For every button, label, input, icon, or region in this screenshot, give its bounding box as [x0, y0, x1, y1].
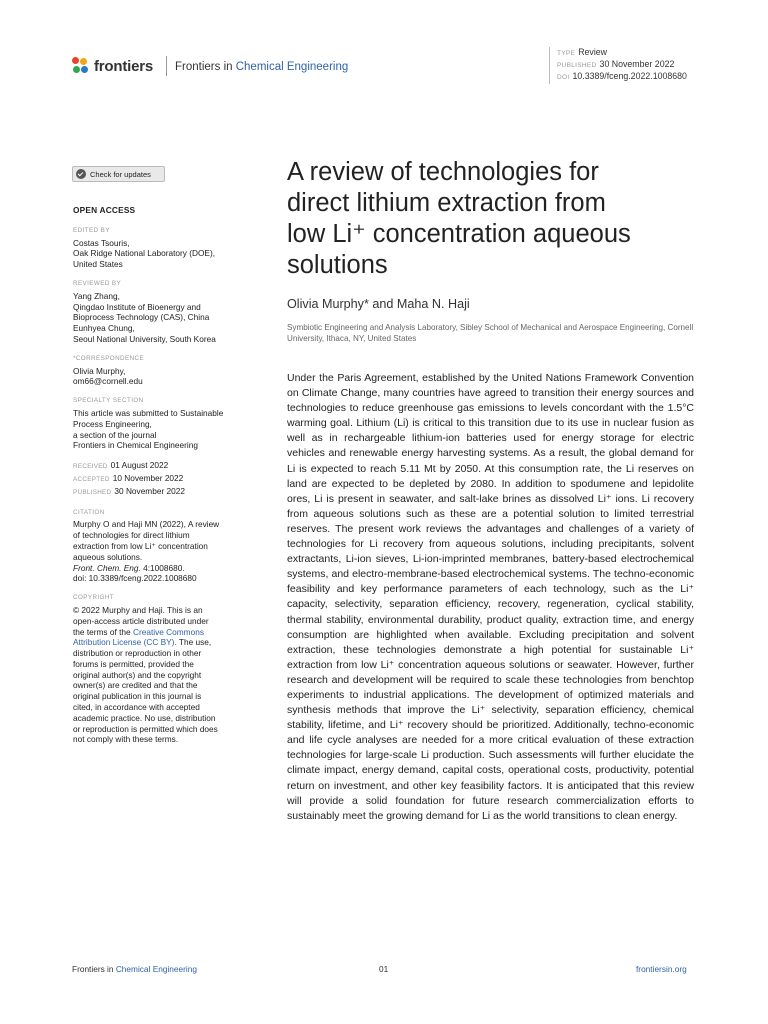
- reviewed-by-section: REVIEWED BY Yang Zhang, Qingdao Institute of Bioenergy and Bioprocess Technology (CAS), China Eunhyea Chung, Seoul National University, South Korea: [73, 279, 216, 344]
- journal-prefix: Frontiers in: [175, 61, 233, 73]
- check-for-updates-button[interactable]: Check for updates: [72, 166, 165, 182]
- header-divider: [166, 56, 167, 76]
- correspondence-email[interactable]: om66@cornell.edu: [73, 376, 143, 387]
- frontiers-logo-icon: [72, 57, 90, 75]
- journal-title: Chemical Engineering: [235, 61, 349, 73]
- meta-type: TYPE Review: [557, 47, 608, 57]
- journal-name[interactable]: [175, 61, 348, 73]
- correspondence-section: *CORRESPONDENCE Olivia Murphy, om66@cornell.edu: [73, 354, 235, 387]
- meta-doi[interactable]: DOI 10.3389/fceng.2022.1008680: [557, 71, 687, 82]
- license-link[interactable]: Creative Commons: [132, 626, 204, 637]
- open-access-label: OPEN ACCESS: [73, 205, 136, 215]
- footer-journal[interactable]: Frontiers in Chemical Engineering: [72, 964, 197, 974]
- authors: Olivia Murphy* and Maha N. Haji: [287, 297, 470, 311]
- edited-by-section: EDITED BY Costas Tsouris, Oak Ridge National Laboratory (DOE), United States: [73, 226, 216, 270]
- license-link-2[interactable]: Attribution License (CC BY).: [73, 637, 177, 648]
- sidebar-metadata: [73, 205, 235, 754]
- footer-site-link[interactable]: frontiersin.org: [636, 964, 687, 974]
- affiliation: Symbiotic Engineering and Analysis Laboratory, Sibley School of Mechanical and Aerospace Engineering, Cornell University, Ithaca, NY, United States: [287, 323, 694, 343]
- article-title: A review of technologies for direct lithium extraction from low Li⁺ concentration aqueous solutions: [287, 158, 631, 279]
- specialty-section: SPECIALTY SECTION This article was submitted to Sustainable Process Engineering, a section of the journal Frontiers in Chemical Engineering: [73, 397, 224, 451]
- accepted-date: ACCEPTED 10 November 2022: [73, 472, 184, 483]
- published-date: PUBLISHED 30 November 2022: [73, 485, 185, 496]
- copyright-section: COPYRIGHT © 2022 Murphy and Haji. This is an open-access article distributed under the terms of the Creative Commons Attribution License (CC BY). The use, distribution or reproduction in other forums is permitted, provided the original author(s) and the copyright owner(s) are credited and that the original publication in this journal is cited, in accordance with accepted academic practice. No use, distribution or reproduction is permitted which does not comply with these terms.: [73, 594, 218, 745]
- meta-published: PUBLISHED 30 November 2022: [557, 59, 675, 70]
- received-date: RECEIVED 01 August 2022: [73, 460, 169, 471]
- page-number: 01: [379, 964, 389, 974]
- article-meta: [549, 47, 687, 84]
- check-icon: [76, 169, 86, 179]
- frontiers-logo[interactable]: [72, 57, 153, 75]
- dates-section: [73, 460, 235, 498]
- citation-section: CITATION Murphy O and Haji MN (2022), A review of technologies for direct lithium extraction from low Li⁺ concentration aqueous solutions. Front. Chem. Eng. 4:1008680. doi: 10.3389/fceng.2022.1008680: [73, 508, 235, 585]
- citation-doi[interactable]: doi: 10.3389/fceng.2022.1008680: [73, 573, 197, 584]
- abstract: Under the Paris Agreement, established by the United Nations Framework Convention on Climate Change, many countries have agreed to transition their energy sources and technologies to reduce greenhouse gas emissions to levels concordant with the 1.5°C warming goal. Lithium (Li) is critical to this transition due to its use in nuclear fusion as well as in rechargeable lithium-ion batteries used for energy storage for electric vehicles and renewable energy harvesting systems. As a result, the global demand for Li is expected to reach 5.11 Mt by 2050. At this consumption rate, the Li reserves on land are expected to be depleted by 2080. In addition to spodumene and lepidolite ores, Li is present in seawater, and salt-lake brines as dissolved Li⁺ ions. Li recovery from aqueous solutions such as these are a potential solution to limited terrestrial reserves. The present work reviews the advantages and challenges of a variety of technologies for Li recovery from aqueous solutions, including precipitants, solvent extractants, Li-ion sieves, Li-ion-imprinted membranes, battery-based electrochemical systems, and electro-membrane-based electrochemical systems. The techno-economic feasibility and key performance parameters of each technology, such as the Li⁺ capacity, selectivity, separation efficiency, recovery, regeneration, cyclical stability, thermal stability, environmental durability, product quality, extraction time, and energy consumption are highlighted when available. Excluding precipitation and solvent extraction, these technologies demonstrate a high potential for sustainable Li⁺ extraction from low Li⁺ concentration aqueous solutions or seawater. However, further research and development will be required to scale these technologies from benchtop experiments to industrial applications. The development of optimized materials and synthesis methods that improve the Li⁺ selectivity, separation efficiency, chemical stability, lifetime, and Li⁺ recovery should be prioritized. Additionally, techno-economic and life cycle analyses are needed for a more critical evaluation of these extraction technologies for large-scale Li production. Such assessments will further elucidate the climate impact, energy demand, capital costs, operational costs, productivity, potential return on investment, and other key feasibility factors. It is anticipated that this review will provide a solid foundation for future research commercialization efforts to sustainably meet the growing demand for Li as the world transitions to clean energy.: [287, 372, 694, 822]
- brand-name: frontiers: [94, 57, 154, 75]
